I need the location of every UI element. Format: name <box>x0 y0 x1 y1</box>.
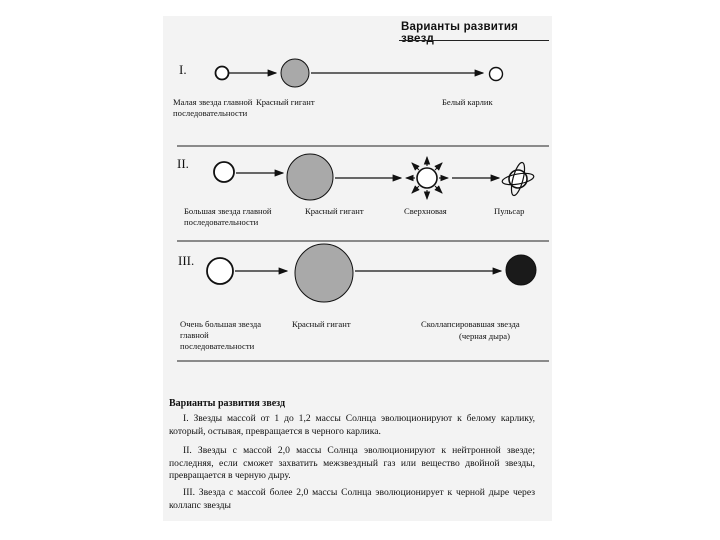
title-underline <box>399 40 549 41</box>
small-main-sequence-star <box>216 67 229 80</box>
label-red-giant-1: Красный гигант <box>256 97 315 107</box>
white-dwarf <box>490 68 503 81</box>
numeral-i: I. <box>179 62 187 77</box>
numeral-iii: III. <box>178 253 195 268</box>
red-giant-2 <box>287 154 333 200</box>
book-page <box>163 16 552 521</box>
label-collapsed-star: Сколлапсировавшая звезда <box>421 319 520 329</box>
label-black-hole: (черная дыра) <box>459 331 510 341</box>
red-giant-3 <box>295 244 353 302</box>
label-white-dwarf: Белый карлик <box>442 97 493 107</box>
black-hole <box>506 255 536 285</box>
red-giant-1 <box>281 59 309 87</box>
label-red-giant-2: Красный гигант <box>305 206 364 216</box>
legend-heading: Варианты развития звезд <box>169 398 286 409</box>
label-red-giant-3: Красный гигант <box>292 319 351 329</box>
page-title: Варианты развития звезд <box>401 21 519 45</box>
supernova-icon <box>406 157 448 199</box>
label-large-main-sequence-star: Большая звезда главной последовательности <box>184 206 272 227</box>
label-very-large-main-sequence-star: Очень большая звезда главной последовательности <box>180 319 262 351</box>
pulsar-icon <box>501 161 534 196</box>
legend-item-ii: II. Звезды с массой 2,0 массы Солнца эволюционируют к нейтронной звезде; последняя, если сможет захватить межзвездный газ или вещество двойной звезды, превращается в черную дыру. <box>169 445 535 482</box>
label-small-main-sequence-star: Малая звезда главной последовательности <box>173 97 253 118</box>
legend-item-i: I. Звезды массой от 1 до 1,2 массы Солнца эволюционируют к белому карлику, который, остывая, превращается в черного карлика. <box>169 413 535 437</box>
large-main-sequence-star <box>214 162 234 182</box>
numeral-ii: II. <box>177 156 189 171</box>
label-supernova: Сверхновая <box>404 206 447 216</box>
legend-item-iii: III. Звезда с массой более 2,0 массы Солнца эволюционирует к черной дыре через коллапс звезды <box>169 487 535 511</box>
label-pulsar: Пульсар <box>494 206 525 216</box>
very-large-main-sequence-star <box>207 258 233 284</box>
